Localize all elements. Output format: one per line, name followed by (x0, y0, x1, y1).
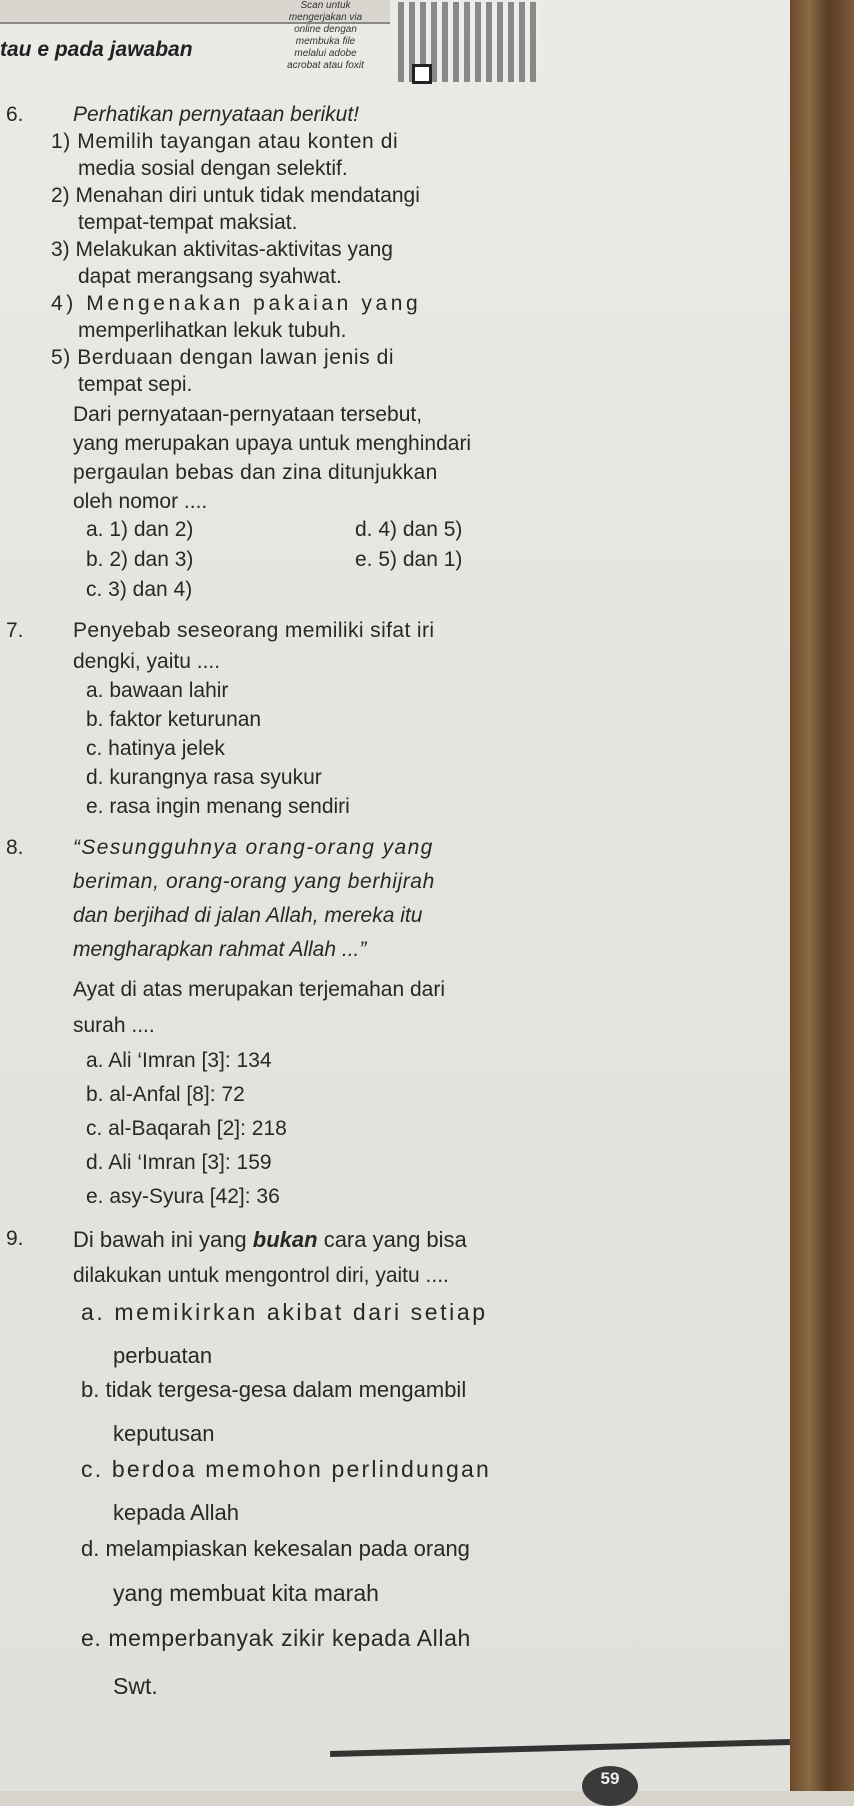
question-9-stem-2: dilakukan untuk mengontrol diri, yaitu .... (73, 1264, 449, 1287)
option-6a[interactable]: a. 1) dan 2) (86, 518, 194, 541)
statement-1-cont: media sosial dengan selektif. (78, 157, 348, 180)
option-9d[interactable]: d. melampiaskan kekesalan pada orang (81, 1536, 470, 1561)
question-6-number: 6. (6, 103, 24, 126)
statement-5-cont: tempat sepi. (78, 373, 193, 396)
statement-1: 1) Memilih tayangan atau konten di (51, 130, 399, 153)
statement-5: 5) Berduaan dengan lawan jenis di (51, 346, 395, 369)
scan-instruction: Scan untuk mengerjakan via online dengan membuka file melalui adobe acrobat atau foxit (287, 0, 364, 71)
question-7-stem-2: dengki, yaitu .... (73, 650, 221, 673)
option-6c[interactable]: c. 3) dan 4) (86, 578, 193, 601)
option-9a-cont: perbuatan (113, 1343, 213, 1368)
option-8c[interactable]: c. al-Baqarah [2]: 218 (86, 1117, 287, 1140)
option-8a[interactable]: a. Ali ‘Imran [3]: 134 (86, 1049, 272, 1072)
option-9b-cont: keputusan (113, 1421, 215, 1446)
question-8-stem-2: surah .... (73, 1014, 155, 1037)
question-9-number: 9. (6, 1227, 24, 1250)
option-8b[interactable]: b. al-Anfal [8]: 72 (86, 1083, 245, 1106)
question-6-stem-1: Dari pernyataan-pernyataan tersebut, (73, 403, 423, 426)
option-7c[interactable]: c. hatinya jelek (86, 737, 225, 760)
question-8-quote-3: dan berjihad di jalan Allah, mereka itu (73, 904, 423, 927)
statement-4-cont: memperlihatkan lekuk tubuh. (78, 319, 347, 342)
header-title: tau e pada jawaban (0, 38, 193, 61)
wooden-table-background (790, 0, 854, 1791)
statement-4: 4) Mengenakan pakaian yang (51, 292, 422, 315)
qr-corner-icon (412, 64, 432, 84)
option-8d[interactable]: d. Ali ‘Imran [3]: 159 (86, 1151, 272, 1174)
option-9a[interactable]: a. memikirkan akibat dari setiap (81, 1299, 488, 1325)
question-9-stem-1: Di bawah ini yang bukan cara yang bisa (73, 1227, 467, 1252)
page-number: 59 (582, 1766, 638, 1806)
question-6-intro: Perhatikan pernyataan berikut! (73, 103, 360, 126)
question-6-stem-3: pergaulan bebas dan zina ditunjukkan (73, 461, 438, 484)
option-9c[interactable]: c. berdoa memohon perlindungan (81, 1456, 491, 1482)
option-7d[interactable]: d. kurangnya rasa syukur (86, 766, 322, 789)
option-8e[interactable]: e. asy-Syura [42]: 36 (86, 1185, 280, 1208)
page-header (0, 0, 790, 92)
option-9e-cont: Swt. (113, 1673, 158, 1699)
option-6b[interactable]: b. 2) dan 3) (86, 548, 194, 571)
option-9d-cont: yang membuat kita marah (113, 1580, 379, 1606)
option-7a[interactable]: a. bawaan lahir (86, 679, 229, 702)
question-8-quote-4: mengharapkan rahmat Allah ...” (73, 938, 367, 961)
option-7b[interactable]: b. faktor keturunan (86, 708, 262, 731)
option-9b[interactable]: b. tidak tergesa-gesa dalam mengambil (81, 1377, 467, 1402)
statement-3: 3) Melakukan aktivitas-aktivitas yang (51, 238, 393, 261)
question-7-stem-1: Penyebab seseorang memiliki sifat iri (73, 619, 435, 642)
option-6d[interactable]: d. 4) dan 5) (355, 518, 463, 541)
option-7e[interactable]: e. rasa ingin menang sendiri (86, 795, 350, 818)
option-6e[interactable]: e. 5) dan 1) (355, 548, 463, 571)
question-6-stem-4: oleh nomor .... (73, 490, 208, 513)
question-8-stem-1: Ayat di atas merupakan terjemahan dari (73, 978, 445, 1001)
question-8-quote-2: beriman, orang-orang yang berhijrah (73, 870, 435, 893)
statement-3-cont: dapat merangsang syahwat. (78, 265, 342, 288)
question-6-stem-2: yang merupakan upaya untuk menghindari (73, 432, 472, 455)
question-8-quote-1: “Sesungguhnya orang-orang yang (73, 836, 434, 859)
statement-2-cont: tempat-tempat maksiat. (78, 211, 298, 234)
option-9e[interactable]: e. memperbanyak zikir kepada Allah (81, 1625, 471, 1651)
question-8-number: 8. (6, 836, 24, 859)
question-7-number: 7. (6, 619, 24, 642)
statement-2: 2) Menahan diri untuk tidak mendatangi (51, 184, 420, 207)
option-9c-cont: kepada Allah (113, 1500, 239, 1525)
